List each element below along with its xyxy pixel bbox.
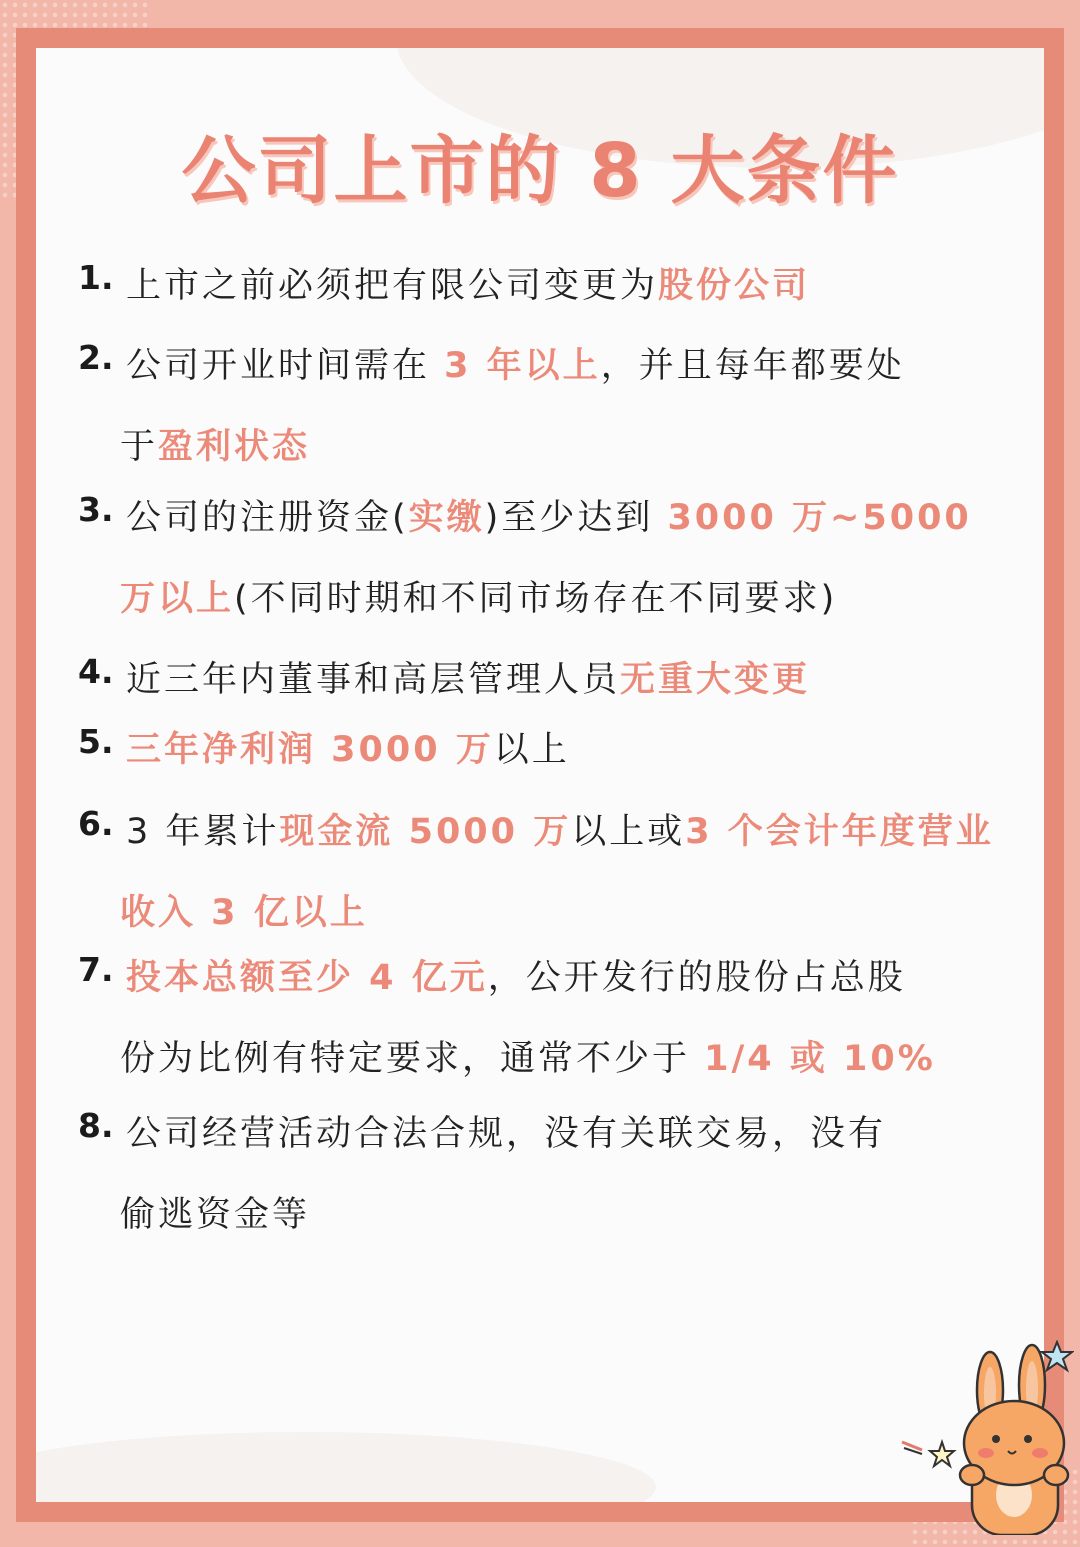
sparkle-icon [900,1436,960,1476]
list-item-line [126,652,811,700]
list-item-line [126,950,936,1031]
list-item-number: 2. [78,338,114,377]
highlighted-text: 实缴 [408,498,485,538]
list-item-line [120,1187,886,1235]
highlighted-text: 三年净利润 3000 万 [126,730,494,770]
text-segment: 份为比例有特定要求，通常不少于 [120,1039,705,1079]
highlighted-text: 收入 3 亿以上 [120,893,368,933]
text-segment: 以上或 [571,812,686,852]
list-item-line [120,419,905,467]
list-item-number: 1. [78,258,114,297]
highlighted-text: 万以上 [120,579,235,619]
highlighted-text: 股份公司 [658,266,811,306]
list-item-number: 5. [78,722,114,761]
highlighted-text: 1/4 或 10% [704,1039,936,1079]
list-item-text [126,652,811,700]
list-item-line [120,571,972,619]
list-item-line [126,490,972,571]
list-item-line [126,338,905,419]
highlighted-text: 3000 万~5000 [667,498,972,538]
text-segment: ，并且每年都要处 [600,346,905,386]
list-item-text [120,804,994,933]
text-segment: 公司的注册资金( [126,498,409,538]
text-segment: 3 年累计 [126,812,280,852]
text-segment: 以上 [493,730,570,770]
list-item [78,652,811,700]
list-item [78,950,936,1079]
highlighted-text: 无重大变更 [620,660,811,700]
highlighted-text: 盈利状态 [158,427,311,467]
text-segment: )至少达到 [484,498,668,538]
list-item-text [120,950,936,1079]
list-item-number: 6. [78,804,114,843]
list-item-line [126,722,570,770]
text-segment: 于 [120,427,159,467]
text-segment: 公司开业时间需在 [126,346,445,386]
text-segment: 近三年内董事和高层管理人员 [126,660,621,700]
list-item-line [126,804,994,885]
list-item [78,338,905,467]
list-item-number: 4. [78,652,114,691]
list-item [78,722,570,770]
text-segment: ，公开发行的股份占总股 [487,958,906,998]
highlighted-text: 3 年以上 [444,346,601,386]
list-item-number: 8. [78,1106,114,1145]
list-item [78,1106,887,1235]
list-item-text [126,258,811,306]
bunny-mascot-icon [956,1335,1074,1535]
list-item [78,804,994,933]
highlighted-text: 3 个会计年度营业 [685,812,994,852]
list-item-line [120,1031,936,1079]
list-item-text [126,722,570,770]
list-item-line [120,885,994,933]
list-item [78,258,811,306]
highlighted-text: 现金流 5000 万 [279,812,572,852]
highlighted-text: 投本总额至少 4 亿元 [126,958,488,998]
list-item-text [120,1106,887,1235]
text-segment: (不同时期和不同市场存在不同要求) [234,579,838,619]
text-segment: 偷逃资金等 [120,1195,311,1235]
list-item-line [126,1106,886,1187]
text-segment: 公司经营活动合法合规，没有关联交易，没有 [126,1114,887,1154]
text-segment: 上市之前必须把有限公司变更为 [126,266,659,306]
list-item-line [126,258,811,306]
page-title: 公司上市的 8 大条件 [181,128,899,214]
card-frame [16,28,1064,1522]
list-item-number: 3. [78,490,114,529]
list-item [78,490,972,619]
list-item-text [120,490,972,619]
list-item-number: 7. [78,950,114,989]
list-item-text [120,338,905,467]
